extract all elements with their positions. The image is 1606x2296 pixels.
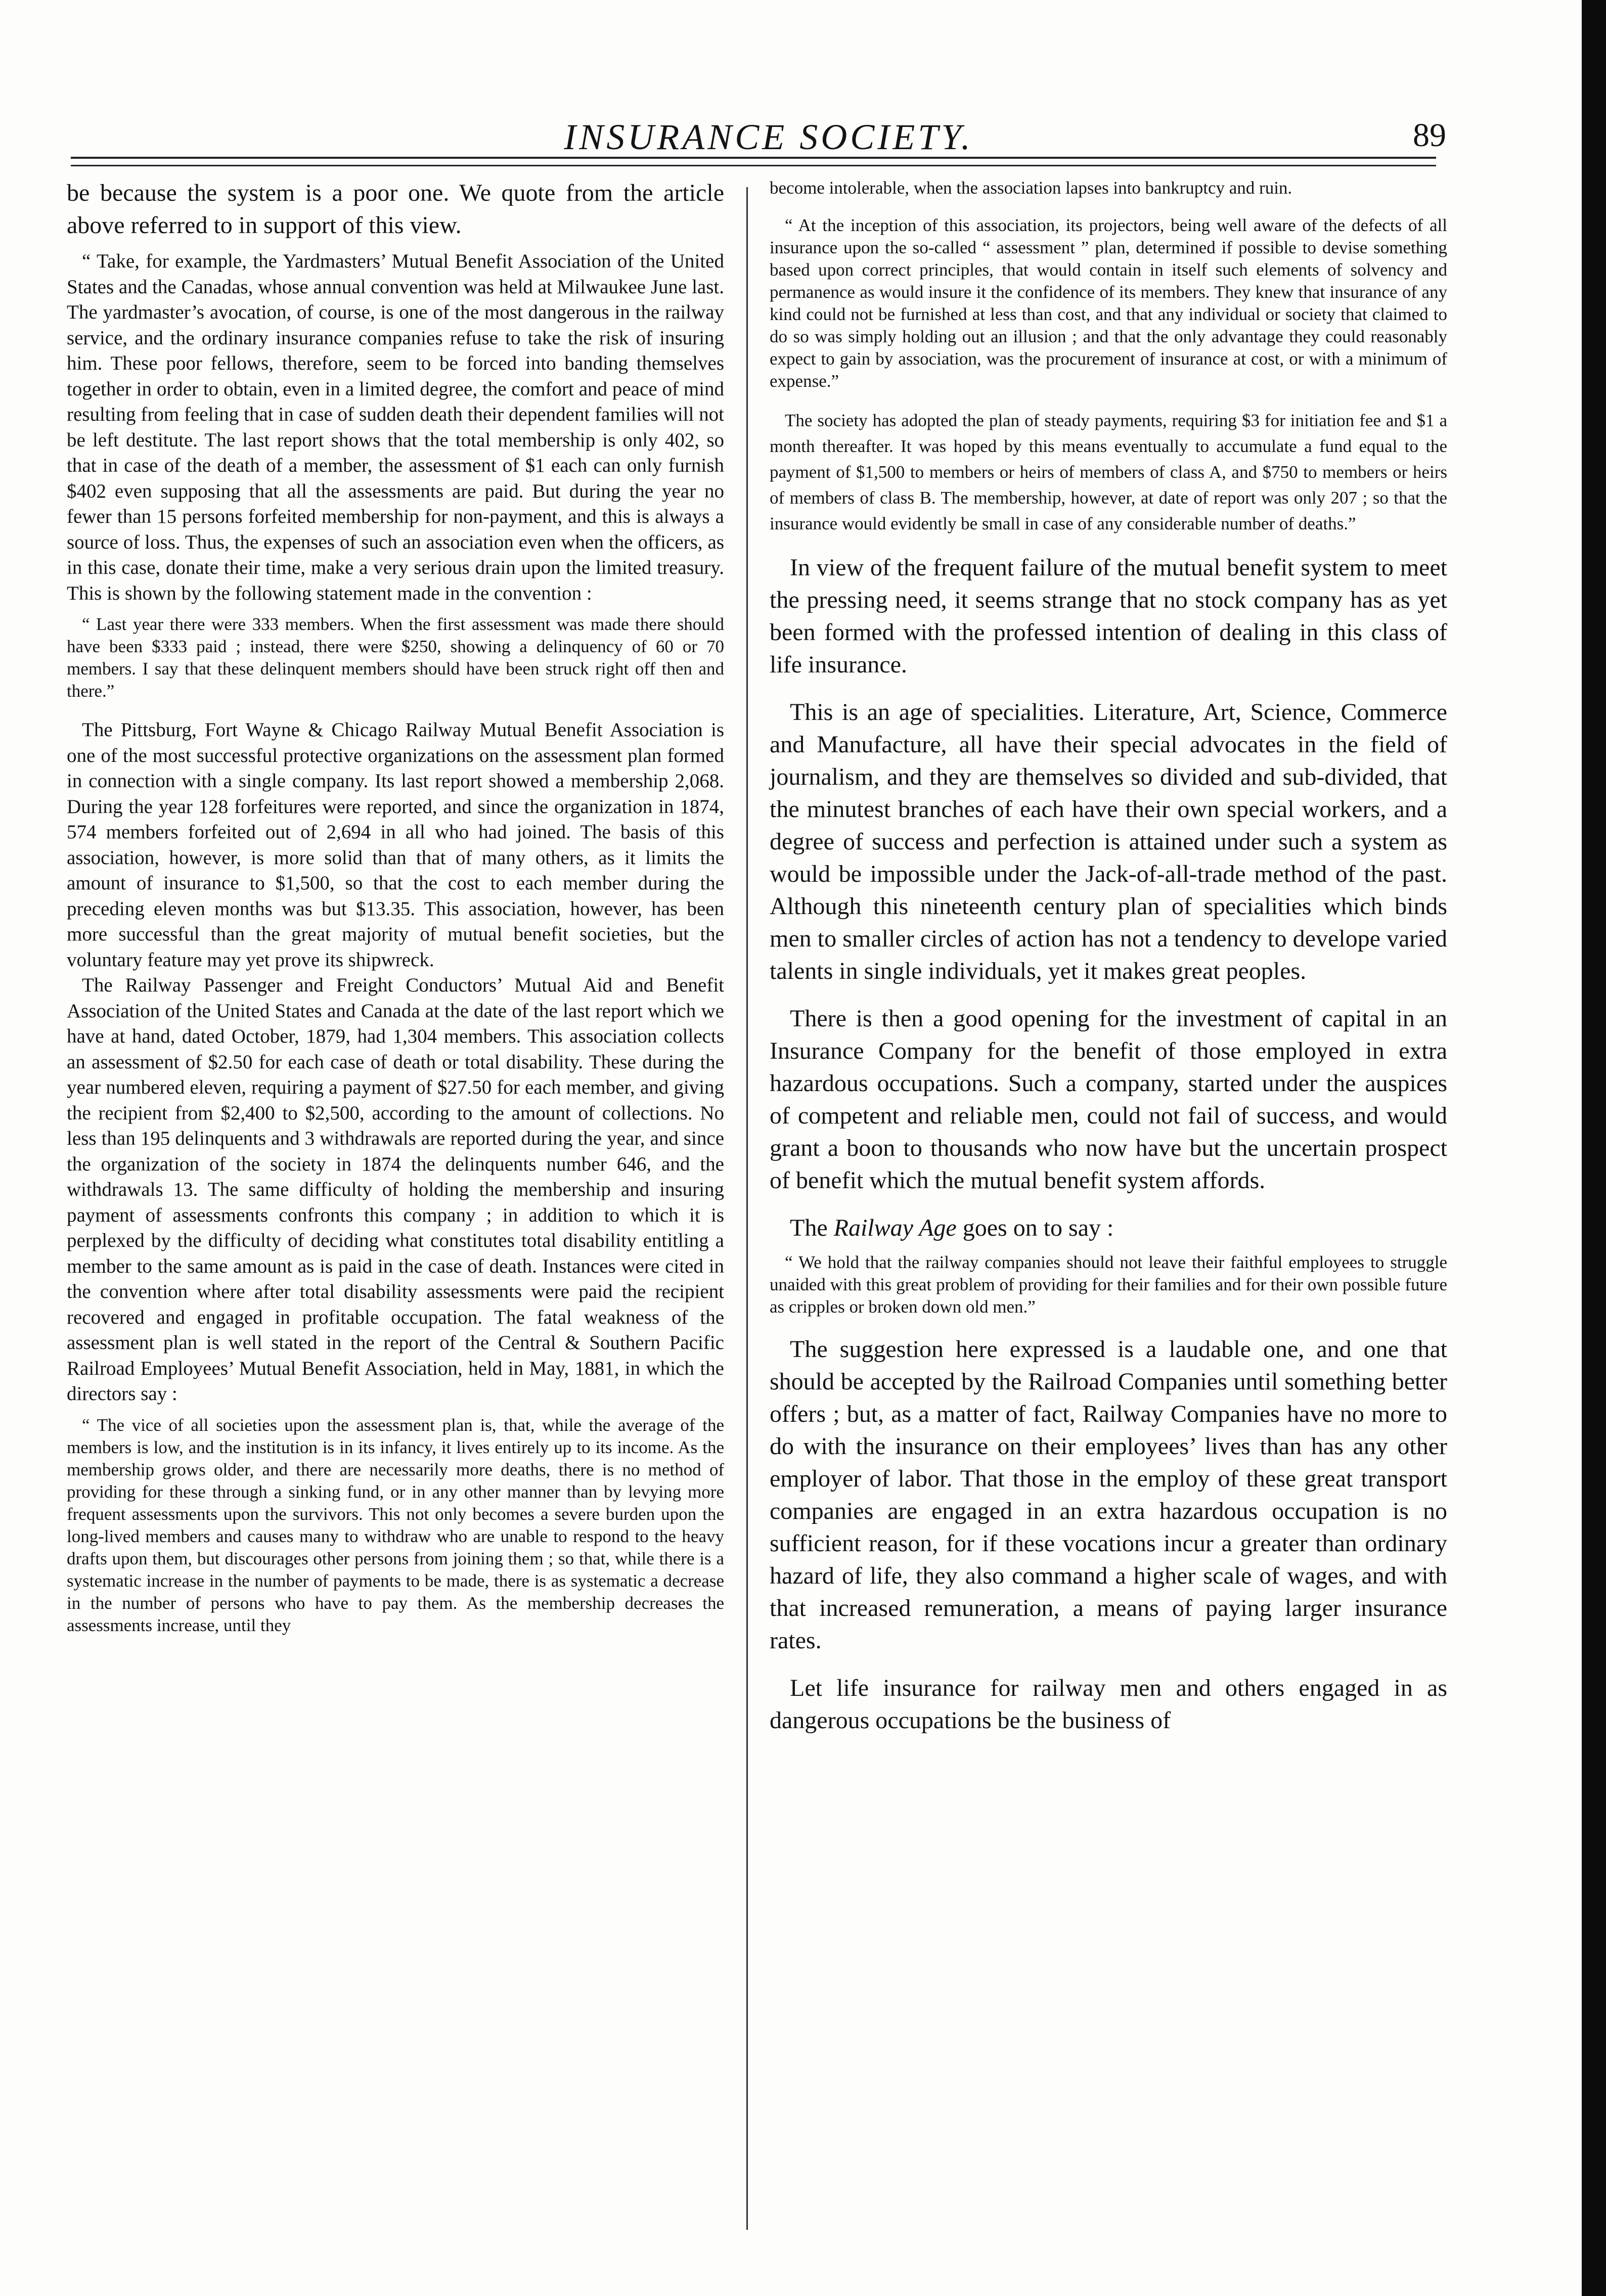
header-rule-lower [71,165,1436,166]
quoted-paragraph: “ Last year there were 333 members. When the first assessment was made there should have been $333 paid ; instead, there were $250, showing a delinquency of 60 or 70 members. I say that these delinquent members should have been struck right off then and there.” [67,614,724,701]
page-number: 89 [1413,117,1446,154]
quoted-paragraph: “ At the inception of this association, its projectors, being well aware of the defects of all insurance upon the so-called “ assessment ” plan, determined if possible to devise something based upon correct principles, that would contain in itself such elements of solvency and permanence as would insure it the confidence of its members. They knew that insurance of any kind could not be furnished at less than cost, and that any individual or society that claimed to do so was simply holding out an illusion ; and that the only advantage they could reasonably expect to gain by association, was the procurement of insurance at cost, or with a minimum of expense.” [770,215,1447,391]
left-column [67,177,724,1637]
paragraph: The Pittsburg, Fort Wayne & Chicago Railway Mutual Benefit Association is one of the most successful protective organizations on the assessment plan formed in connection with a single company. Its last report showed a membership 2,068. During the year 128 forfeitures were reported, and since the organization in 1874, 574 members forfeited out of 2,694 in all who had joined. The basis of this association, however, is more solid than that of many others, as it limits the amount of insurance to $1,500, so that the cost to each member during the preceding eleven months was but $13.35. This association, however, has been more successful than the great majority of mutual benefit societies, but the voluntary feature may yet prove its shipwreck. [67,719,724,971]
paragraph: The suggestion here expressed is a laudable one, and one that should be accepted by the Railroad Companies until something better offers ; but, as a matter of fact, Railway Companies have no more to do with the insurance on their employees’ lives than has any other employer of labor. That those in the employ of these great transport companies are engaged in an extra hazardous occupation is no sufficient reason, for if these vocations incur a greater than ordinary hazard of life, they also command a higher scale of wages, and with that increased remuneration, a means of paying larger insurance rates. [770,1336,1447,1654]
paragraph: Let life insurance for railway men and others engaged in as dangerous occupations be the business of [770,1675,1447,1734]
quoted-paragraph: “ The vice of all societies upon the assessment plan is, that, while the average of the members is low, and the institution is in its infancy, it lives entirely up to its income. As the membership grows older, and there are necessarily more deaths, there is no method of providing for these through a sinking fund, or in any other manner than by levying more frequent assessments upon the survivors. This not only becomes a severe burden upon the long-lived members and causes many to withdraw who are unable to respond to the heavy drafts upon them, but discourages other persons from joining them ; so that, while there is a systematic increase in the number of payments to be made, there is as systematic a decrease in the number of persons who have to pay them. As the membership decreases the assessments increase, until they [67,1415,724,1635]
quoted-paragraph: “ We hold that the railway companies should not leave their faithful employees to struggle unaided with this great problem of providing for their families and for their own possible future as cripples or broken down old men.” [770,1252,1447,1317]
right-column [770,177,1447,1737]
paragraph: be because the system is a poor one. We quote from the article above referred to in support of this view. [67,179,724,239]
column-divider [746,187,748,2230]
paragraph-railway-age-intro [770,1212,1447,1244]
page-edge [1582,0,1606,2296]
header-rule [71,157,1436,159]
intro-suffix: goes on to say : [956,1214,1114,1241]
page-header [71,116,1466,172]
running-title: INSURANCE SOCIETY. [564,117,973,157]
paragraph: This is an age of specialities. Literature, Art, Science, Commerce and Manufacture, all have their special advocates in the field of journalism, and they are themselves so divided and sub-divided, that the minutest branches of each have their own special workers, and a degree of success and perfection is attained under such a system as would be impossible under the Jack-of-all-trade method of the past. Although this nineteenth century plan of specialities which binds men to smaller circles of action has not a tendency to develope varied talents in single individuals, yet it makes great peoples. [770,699,1447,984]
paragraph: The Railway Passenger and Freight Conductors’ Mutual Aid and Benefit Association of the United States and Canada at the date of the last report which we have at hand, dated October, 1879, had 1,304 members. This association collects an assessment of $2.50 for each case of death or total disability. These during the year numbered eleven, requiring a payment of $27.50 for each member, and giving the recipient from $2,400 to $2,500, according to the amount of collections. No less than 195 delinquents and 3 withdrawals are reported during the year, and since the organization of the society in 1874 the delinquents number 646, and the withdrawals 13. The same difficulty of holding the membership and insuring payment of assessments confronts this company ; in addition to which it is perplexed by the difficulty of deciding what constitutes total disability entitling a member to the same amount as is paid in the case of death. Instances were cited in the convention where after total disability assessments were paid the recipient recovered and engaged in profitable occupation. The fatal weakness of the assessment plan is well stated in the report of the Central & Southern Pacific Railroad Employees’ Mutual Benefit Association, held in May, 1881, in which the directors say : [67,974,724,1405]
quoted-paragraph: The society has adopted the plan of steady payments, requiring $3 for initiation fee and $1 a month thereafter. It was hoped by this means eventually to accumulate a fund equal to the payment of $1,500 to members or heirs of members of class A, and $750 to members or heirs of members of class B. The membership, however, at date of report was only 207 ; so that the insurance would evidently be small in case of any considerable number of deaths.” [770,411,1447,533]
intro-prefix: The [790,1214,834,1241]
quoted-paragraph: “ Take, for example, the Yardmasters’ Mutual Benefit Association of the United States and the Canadas, whose annual convention was held at Milwaukee June last. The yardmaster’s avocation, of course, is one of the most dangerous in the railway service, and the ordinary insurance companies refuse to take the risk of insuring him. These poor fellows, therefore, seem to be forced into banding themselves together in order to obtain, even in a limited degree, the comfort and peace of mind resulting from feeling that in case of sudden death their dependent families will not be left destitute. The last report shows that the total membership is only 402, so that in case of the death of a member, the assessment of $1 each can only furnish $402 even supposing that all the assessments are paid. But during the year no fewer than 15 persons forfeited membership for non-payment, and this is always a source of loss. Thus, the expenses of such an association even when the officers, as in this case, donate their time, make a very serious drain upon the limited treasury. This is shown by the following statement made in the convention : [67,250,724,604]
quoted-paragraph: become intolerable, when the association lapses into bankruptcy and ruin. [770,178,1292,198]
publication-title: Railway Age [833,1214,957,1241]
paragraph: In view of the frequent failure of the mutual benefit system to meet the pressing need, it seems strange that no stock company has as yet been formed with the professed intention of dealing in this class of life insurance. [770,554,1447,678]
paragraph: There is then a good opening for the investment of capital in an Insurance Company for the benefit of those employed in extra hazardous occupations. Such a company, started under the auspices of competent and reliable men, could not fail of success, and would grant a boon to thousands who now have but the uncertain prospect of benefit which the mutual benefit system affords. [770,1005,1447,1194]
